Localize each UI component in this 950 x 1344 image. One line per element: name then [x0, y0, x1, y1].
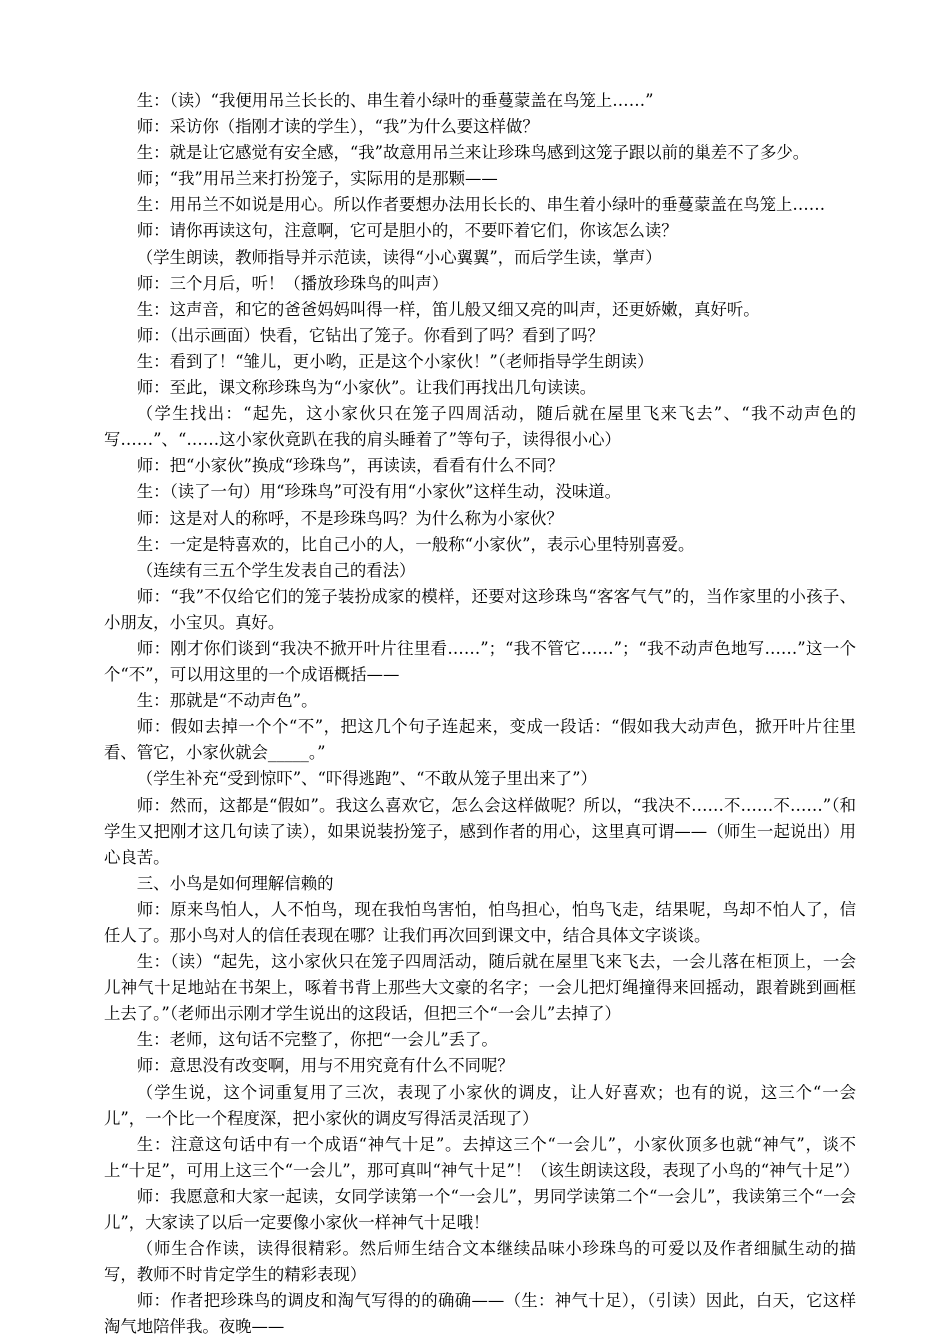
paragraph: （学生朗读，教师指导并示范读，读得“小心翼翼”，而后学生读，掌声）	[136, 247, 662, 267]
paragraph: 师：把“小家伙”换成“珍珠鸟”，再读读，看看有什么不同？	[136, 456, 564, 476]
document-body	[104, 88, 860, 1341]
paragraph: （师生合作读，读得很精彩。然后师生结合文本继续品味小珍珠鸟的可爱以及作者细腻生动的描写，教师不时肯定学生的精彩表现）	[104, 1239, 856, 1285]
paragraph: 师：原来鸟怕人，人不怕鸟，现在我怕鸟害怕，怕鸟担心，怕鸟飞走，结果呢，鸟却不怕人了，信任人了。那小鸟对人的信任表现在哪？让我们再次回到课文中，结合具体文字谈谈。	[104, 899, 856, 945]
paragraph: 师：假如去掉一个个“不”，把这几个句子连起来，变成一段话：“假如我大动声色，掀开叶片往里看、管它，小家伙就会_____。”	[104, 717, 856, 763]
paragraph: 师：然而，这都是“假如”。我这么喜欢它，怎么会这样做呢？所以，“我决不……不……不……”（和学生又把刚才这几句读了读），如果说装扮笼子，感到作者的用心，这里真可谓——（师生一起说出）用心良苦。	[104, 795, 856, 867]
paragraph: 生：这声音，和它的爸爸妈妈叫得一样，笛儿般又细又亮的叫声，还更娇嫩，真好听。	[136, 299, 760, 319]
paragraph: 师：我愿意和大家一起读，女同学读第一个“一会儿”，男同学读第二个“一会儿”，我读第三个“一会儿”，大家读了以后一定要像小家伙一样神气十足哦！	[104, 1186, 856, 1233]
paragraph: 师：作者把珍珠鸟的调皮和淘气写得的的确确——（生：神气十足），（引读）因此，白天，它这样淘气地陪伴我。夜晚——	[104, 1291, 856, 1337]
paragraph: 师：请你再读这句，注意啊，它可是胆小的，不要吓着它们，你该怎么读？	[136, 221, 678, 241]
paragraph: （学生找出：“起先，这小家伙只在笼子四周活动，随后就在屋里飞来飞去”、“我不动声色的写……”、“……这小家伙竟趴在我的肩头睡着了”等句子，读得很小心）	[104, 404, 856, 450]
paragraph: 生：就是让它感觉有安全感，“我”故意用吊兰来让珍珠鸟感到这笼子跟以前的巢差不了多少。	[136, 143, 810, 163]
paragraph: （连续有三五个学生发表自己的看法）	[136, 560, 416, 580]
paragraph: 师：这是对人的称呼，不是珍珠鸟吗？为什么称为小家伙？	[136, 508, 563, 528]
paragraph: 师：意思没有改变啊，用与不用究竟有什么不同呢？	[136, 1056, 514, 1076]
paragraph: （学生补充“受到惊吓”、“吓得逃跑”、“不敢从笼子里出来了”）	[136, 769, 597, 789]
paragraph: 师：采访你（指刚才读的学生），“我”为什么要这样做？	[136, 117, 539, 137]
paragraph: 生：注意这句话中有一个成语“神气十足”。去掉这三个“一会儿”，小家伙顶多也就“神气”，谈不上“十足”，可用上这三个“一会儿”，那可真叫“神气十足”！（该生朗读这段，表现了小鸟的“神气十足”）	[104, 1134, 860, 1180]
paragraph: 生：（读）“起先，这小家伙只在笼子四周活动，随后就在屋里飞来飞去，一会儿落在柜顶上，一会儿神气十足地站在书架上，啄着书背上那些大文豪的名字；一会儿把灯绳撞得来回摇动，跟着跳到画框上去了。”（老师出示刚才学生说出的这段话，但把三个“一会儿”去掉了）	[104, 952, 856, 1024]
paragraph: 生：用吊兰不如说是用心。所以作者要想办法用长长的、串生着小绿叶的垂蔓蒙盖在鸟笼上……	[136, 195, 826, 215]
paragraph: 生：（读）“我便用吊兰长长的、串生着小绿叶的垂蔓蒙盖在鸟笼上……”	[136, 91, 654, 110]
paragraph: 师：“我”不仅给它们的笼子装扮成家的模样，还要对这珍珠鸟“客客气气”的，当作家里的小孩子、小朋友，小宝贝。真好。	[104, 586, 856, 632]
paragraph: 生：看到了！“雏儿，更小哟，正是这个小家伙！”（老师指导学生朗读）	[136, 351, 654, 371]
paragraph: 生：一定是特喜欢的，比自己小的人，一般称“小家伙”，表示心里特别喜爱。	[136, 534, 695, 554]
paragraph: 师：刚才你们谈到“我决不掀开叶片往里看……”；“我不管它……”；“我不动声色地写……”这一个个“不”，可以用这里的一个成语概括——	[104, 638, 856, 685]
paragraph: （学生说，这个词重复用了三次，表现了小家伙的调皮，让人好喜欢；也有的说，这三个“一会儿”，一个比一个程度深，把小家伙的调皮写得活灵活现了）	[104, 1082, 856, 1128]
paragraph: 师：三个月后，听！（播放珍珠鸟的叫声）	[136, 273, 449, 293]
section-heading: 三、小鸟是如何理解信赖的	[136, 873, 334, 893]
paragraph: 师：（出示画面）快看，它钻出了笼子。你看到了吗？看到了吗？	[136, 325, 604, 345]
paragraph: 生：（读了一句）用“珍珠鸟”可没有用“小家伙”这样生动，没味道。	[136, 482, 622, 502]
paragraph: 生：那就是“不动声色”。	[136, 691, 318, 711]
paragraph: 生：老师，这句话不完整了，你把“一会儿”丢了。	[136, 1030, 498, 1050]
paragraph: 师；“我”用吊兰来打扮笼子，实际用的是那颗——	[136, 169, 498, 189]
paragraph: 师：至此，课文称珍珠鸟为“小家伙”。让我们再找出几句读读。	[136, 378, 597, 398]
